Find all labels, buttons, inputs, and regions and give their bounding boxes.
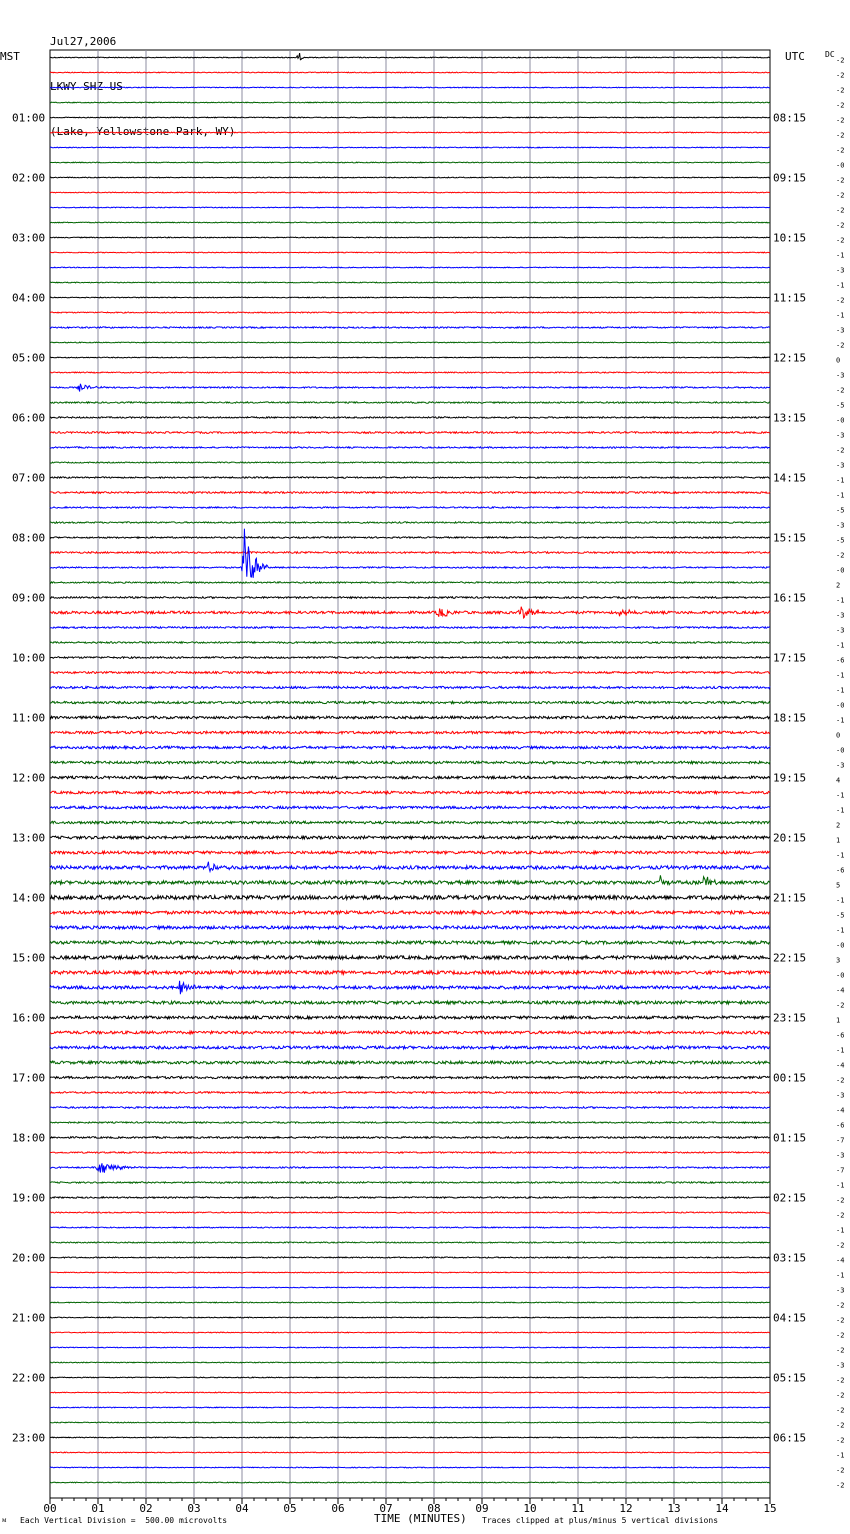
dc-offset-value: -0 <box>836 566 845 575</box>
dc-offset-value: -2 <box>836 131 845 140</box>
right-hour-label: 22:15 <box>773 951 807 965</box>
left-hour-label: 09:00 <box>12 591 46 605</box>
seismic-trace <box>50 357 770 358</box>
dc-offset-value: 3 <box>836 956 841 965</box>
dc-offset-value: -2 <box>836 101 845 110</box>
dc-offset-value: -3 <box>836 521 845 530</box>
seismic-trace <box>50 522 770 523</box>
dc-offset-value: -2 <box>836 1001 845 1010</box>
seismic-trace <box>50 147 770 148</box>
seismic-trace <box>50 282 770 283</box>
dc-offset-value: -2 <box>836 191 845 200</box>
left-hour-label: 12:00 <box>12 771 46 785</box>
right-hour-label: 06:15 <box>773 1431 807 1445</box>
dc-offset-value: -2 <box>836 116 845 125</box>
dc-offset-value: -1 <box>836 1271 845 1280</box>
x-tick-label: 08 <box>427 1502 441 1515</box>
x-tick-label: 12 <box>619 1502 633 1515</box>
dc-offset-value: -1 <box>836 791 845 800</box>
x-tick-label: 10 <box>523 1502 537 1515</box>
dc-offset-value: -2 <box>836 1481 845 1490</box>
seismic-trace <box>50 1242 770 1243</box>
left-hour-label: 11:00 <box>12 711 46 725</box>
seismic-trace <box>50 1482 770 1483</box>
dc-offset-value: -1 <box>836 896 845 905</box>
dc-offset-value: -2 <box>836 341 845 350</box>
dc-offset-value: -4 <box>836 1256 845 1265</box>
dc-offset-value: -7 <box>836 1136 845 1145</box>
dc-offset-value: -6 <box>836 656 845 665</box>
dc-offset-value: -2 <box>836 1331 845 1340</box>
right-hour-label: 21:15 <box>773 891 807 905</box>
dc-offset-value: -1 <box>836 596 845 605</box>
left-hour-label: 04:00 <box>12 291 46 305</box>
seismic-trace <box>50 252 770 253</box>
dc-offset-value: -3 <box>836 1361 845 1370</box>
dc-offset-value: -1 <box>836 251 845 260</box>
seismic-trace <box>50 237 770 238</box>
dc-offset-value: -2 <box>836 176 845 185</box>
seismic-trace <box>50 1061 770 1064</box>
seismic-trace <box>50 222 770 223</box>
left-hour-label: 19:00 <box>12 1191 46 1205</box>
dc-offset-value: 2 <box>836 581 841 590</box>
station-location: (Lake, Yellowstone Park, WY) <box>50 125 236 138</box>
right-hour-label: 16:15 <box>773 591 807 605</box>
seismic-trace <box>50 1122 770 1123</box>
dc-offset-value: -3 <box>836 326 845 335</box>
seismic-trace <box>50 132 770 133</box>
seismic-trace <box>50 701 770 703</box>
seismic-trace <box>50 1016 770 1019</box>
seismic-trace <box>50 327 770 328</box>
seismic-trace <box>50 1107 770 1109</box>
x-tick-label: 07 <box>379 1502 393 1515</box>
seismic-trace <box>50 791 770 794</box>
seismic-trace <box>50 417 770 418</box>
seismic-trace <box>50 926 770 929</box>
seismic-trace <box>50 297 770 298</box>
seismic-trace <box>50 492 770 494</box>
dc-offset-value: 1 <box>836 836 841 845</box>
dc-offset-value: -0 <box>836 971 845 980</box>
right-hour-label: 09:15 <box>773 171 807 185</box>
dc-offset-value: -2 <box>836 1301 845 1310</box>
dc-offset-value: -1 <box>836 926 845 935</box>
dc-offset-value: -2 <box>836 446 845 455</box>
x-tick-label: 11 <box>571 1502 585 1515</box>
seismic-trace <box>50 192 770 193</box>
dc-offset-value: -3 <box>836 1091 845 1100</box>
dc-offset-value: -1 <box>836 1046 845 1055</box>
dc-offset-value: -1 <box>836 476 845 485</box>
seismic-trace <box>50 342 770 343</box>
dc-offset-value: -4 <box>836 1061 845 1070</box>
right-hour-label: 10:15 <box>773 231 807 245</box>
dc-offset-value: 1 <box>836 1016 841 1025</box>
seismic-trace <box>50 1452 770 1453</box>
seismic-trace <box>50 1001 770 1004</box>
seismic-trace <box>50 911 770 914</box>
seismic-trace <box>50 1317 770 1318</box>
seismic-trace <box>50 537 770 538</box>
left-hour-label: 13:00 <box>12 831 46 845</box>
dc-offset-value: 0 <box>836 731 841 740</box>
dc-offset-value: -1 <box>836 851 845 860</box>
dc-offset-value: -2 <box>836 1076 845 1085</box>
seismic-trace <box>50 1163 770 1172</box>
dc-offset-value: -3 <box>836 611 845 620</box>
scale-marker-glyph: ᴍ <box>2 1516 7 1524</box>
seismic-trace <box>50 851 770 854</box>
x-tick-label: 04 <box>235 1502 249 1515</box>
dc-offset-value: -6 <box>836 1121 845 1130</box>
left-hour-label: 01:00 <box>12 111 46 125</box>
seismic-trace <box>50 384 770 392</box>
dc-offset-value: -3 <box>836 371 845 380</box>
dc-offset-value: -2 <box>836 236 845 245</box>
seismic-trace <box>50 72 770 73</box>
seismic-trace <box>50 1392 770 1393</box>
right-hour-label: 08:15 <box>773 111 807 125</box>
seismic-trace <box>50 1182 770 1183</box>
seismic-trace <box>50 1332 770 1333</box>
right-hour-label: 14:15 <box>773 471 807 485</box>
dc-offset-value: -1 <box>836 1451 845 1460</box>
dc-offset-value: 0 <box>836 356 841 365</box>
left-hour-label: 20:00 <box>12 1251 46 1265</box>
seismic-trace <box>50 1467 770 1468</box>
right-hour-label: 17:15 <box>773 651 807 665</box>
left-hour-label: 18:00 <box>12 1131 46 1145</box>
seismic-trace <box>50 1092 770 1094</box>
dc-offset-value: -1 <box>836 311 845 320</box>
seismic-trace <box>50 895 770 899</box>
right-timezone-label: UTC <box>785 50 805 63</box>
right-hour-label: 04:15 <box>773 1311 807 1325</box>
x-axis-title: TIME (MINUTES) <box>374 1512 467 1525</box>
dc-offset-value: -2 <box>836 296 845 305</box>
seismic-trace <box>50 1272 770 1273</box>
seismic-trace <box>50 862 770 872</box>
dc-offset-value: -2 <box>836 1421 845 1430</box>
clip-note: Traces clipped at plus/minus 5 vertical divisions <box>482 1516 719 1525</box>
seismic-trace <box>50 372 770 373</box>
dc-offset-value: -2 <box>836 1406 845 1415</box>
dc-offset-value: -4 <box>836 986 845 995</box>
seismic-trace <box>50 1437 770 1438</box>
seismic-trace <box>50 686 770 688</box>
dc-offset-value: -5 <box>836 401 845 410</box>
dc-offset-value: -0 <box>836 416 845 425</box>
dc-offset-value: -1 <box>836 491 845 500</box>
right-hour-label: 20:15 <box>773 831 807 845</box>
dc-offset-value: -2 <box>836 1241 845 1250</box>
seismic-trace <box>50 875 770 885</box>
left-hour-label: 16:00 <box>12 1011 46 1025</box>
seismic-trace <box>50 117 770 118</box>
x-tick-label: 02 <box>139 1502 153 1515</box>
dc-offset-value: -1 <box>836 1181 845 1190</box>
dc-offset-value: 4 <box>836 776 841 785</box>
left-timezone-label: MST <box>0 50 20 63</box>
seismic-trace <box>50 102 770 103</box>
left-hour-label: 05:00 <box>12 351 46 365</box>
seismic-trace <box>50 657 770 659</box>
seismic-trace <box>50 806 770 809</box>
right-hour-label: 01:15 <box>773 1131 807 1145</box>
seismic-trace <box>50 1137 770 1139</box>
dc-offset-value: -2 <box>836 1196 845 1205</box>
dc-offset-value: -2 <box>836 221 845 230</box>
seismic-trace <box>50 597 770 599</box>
seismic-trace <box>50 642 770 644</box>
left-hour-label: 06:00 <box>12 411 46 425</box>
dc-offset-value: -5 <box>836 536 845 545</box>
right-hour-label: 23:15 <box>773 1011 807 1025</box>
dc-offset-value: -3 <box>836 626 845 635</box>
seismic-trace <box>50 821 770 824</box>
seismic-trace <box>50 716 770 719</box>
seismic-trace <box>50 1362 770 1363</box>
x-tick-label: 09 <box>475 1502 489 1515</box>
right-hour-label: 11:15 <box>773 291 807 305</box>
dc-offset-header: DC <box>825 50 835 59</box>
x-tick-label: 05 <box>283 1502 297 1515</box>
right-hour-label: 02:15 <box>773 1191 807 1205</box>
dc-offset-value: -1 <box>836 1226 845 1235</box>
seismic-trace <box>50 1076 770 1078</box>
left-hour-label: 15:00 <box>12 951 46 965</box>
seismic-trace <box>50 956 770 959</box>
dc-offset-value: -2 <box>836 56 845 65</box>
dc-offset-value: -0 <box>836 161 845 170</box>
dc-offset-value: -2 <box>836 1316 845 1325</box>
seismic-trace <box>50 177 770 178</box>
dc-offset-value: -6 <box>836 1031 845 1040</box>
dc-offset-value: -6 <box>836 866 845 875</box>
seismic-trace <box>50 267 770 268</box>
seismic-trace <box>50 432 770 434</box>
dc-offset-value: -7 <box>836 1166 845 1175</box>
dc-offset-value: -2 <box>836 1436 845 1445</box>
x-tick-label: 06 <box>331 1502 345 1515</box>
dc-offset-value: 2 <box>836 821 841 830</box>
seismic-trace <box>50 477 770 478</box>
seismic-trace <box>50 836 770 839</box>
dc-offset-value: -2 <box>836 71 845 80</box>
seismic-trace <box>50 582 770 583</box>
plot-date: Jul27,2006 <box>50 35 117 48</box>
x-tick-label: 03 <box>187 1502 201 1515</box>
dc-offset-value: -2 <box>836 1346 845 1355</box>
dc-offset-value: -1 <box>836 686 845 695</box>
dc-offset-value: -0 <box>836 941 845 950</box>
seismic-trace <box>50 731 770 734</box>
dc-offset-value: -2 <box>836 551 845 560</box>
left-hour-label: 07:00 <box>12 471 46 485</box>
seismic-trace <box>50 207 770 208</box>
seismic-trace <box>50 761 770 764</box>
seismic-trace <box>50 1046 770 1049</box>
seismic-trace <box>50 162 770 163</box>
dc-offset-value: -2 <box>836 1211 845 1220</box>
left-hour-label: 22:00 <box>12 1371 46 1385</box>
dc-offset-value: -0 <box>836 701 845 710</box>
seismic-trace <box>50 1377 770 1378</box>
seismic-trace <box>50 507 770 508</box>
seismic-trace <box>50 1407 770 1408</box>
dc-offset-value: -4 <box>836 1106 845 1115</box>
dc-offset-value: -2 <box>836 1466 845 1475</box>
dc-offset-value: -3 <box>836 461 845 470</box>
left-hour-label: 08:00 <box>12 531 46 545</box>
dc-offset-value: -3 <box>836 761 845 770</box>
left-hour-label: 03:00 <box>12 231 46 245</box>
seismic-trace <box>50 1152 770 1153</box>
seismic-trace <box>50 53 770 60</box>
seismic-trace <box>50 1257 770 1258</box>
x-tick-label: 14 <box>715 1502 729 1515</box>
seismic-trace <box>50 402 770 403</box>
right-hour-label: 12:15 <box>773 351 807 365</box>
seismic-trace <box>50 1212 770 1213</box>
right-hour-label: 18:15 <box>773 711 807 725</box>
right-hour-label: 15:15 <box>773 531 807 545</box>
seismic-trace <box>50 1422 770 1423</box>
left-hour-label: 17:00 <box>12 1071 46 1085</box>
dc-offset-value: -2 <box>836 386 845 395</box>
right-hour-label: 13:15 <box>773 411 807 425</box>
seismic-trace <box>50 462 770 463</box>
seismic-trace <box>50 981 770 994</box>
seismic-trace <box>50 1031 770 1034</box>
seismic-trace <box>50 672 770 674</box>
dc-offset-value: -2 <box>836 146 845 155</box>
x-tick-label: 00 <box>43 1502 57 1515</box>
dc-offset-value: -5 <box>836 506 845 515</box>
seismic-trace <box>50 776 770 779</box>
seismic-trace <box>50 447 770 448</box>
dc-offset-value: -1 <box>836 641 845 650</box>
left-hour-label: 21:00 <box>12 1311 46 1325</box>
dc-offset-value: -2 <box>836 86 845 95</box>
x-tick-label: 13 <box>667 1502 681 1515</box>
dc-offset-value: -2 <box>836 1376 845 1385</box>
dc-offset-value: -0 <box>836 746 845 755</box>
seismic-trace <box>50 941 770 944</box>
dc-offset-value: -3 <box>836 431 845 440</box>
x-tick-label: 15 <box>763 1502 777 1515</box>
station-code: LKWY SHZ US <box>50 80 123 93</box>
seismic-trace <box>50 746 770 749</box>
left-hour-label: 02:00 <box>12 171 46 185</box>
dc-offset-value: 5 <box>836 881 841 890</box>
seismic-trace <box>50 607 770 618</box>
dc-offset-value: -2 <box>836 206 845 215</box>
dc-offset-value: -2 <box>836 1391 845 1400</box>
seismic-trace <box>50 552 770 554</box>
right-hour-label: 19:15 <box>773 771 807 785</box>
dc-offset-value: -1 <box>836 806 845 815</box>
seismic-trace <box>50 1302 770 1303</box>
left-hour-label: 23:00 <box>12 1431 46 1445</box>
dc-offset-value: -3 <box>836 266 845 275</box>
seismic-trace <box>50 1287 770 1288</box>
dc-offset-value: -3 <box>836 1151 845 1160</box>
seismic-trace <box>50 87 770 88</box>
dc-offset-value: -1 <box>836 671 845 680</box>
right-hour-label: 03:15 <box>773 1251 807 1265</box>
seismic-trace <box>50 627 770 629</box>
seismic-trace <box>50 1227 770 1228</box>
scale-note: Each Vertical Division = 500.00 microvolts <box>20 1516 228 1525</box>
left-hour-label: 14:00 <box>12 891 46 905</box>
seismic-trace <box>50 312 770 313</box>
dc-offset-value: -1 <box>836 281 845 290</box>
dc-offset-value: -3 <box>836 1286 845 1295</box>
seismic-trace <box>50 971 770 974</box>
seismic-trace <box>50 1347 770 1348</box>
right-hour-label: 00:15 <box>773 1071 807 1085</box>
right-hour-label: 05:15 <box>773 1371 807 1385</box>
dc-offset-value: -1 <box>836 716 845 725</box>
seismic-trace <box>50 1197 770 1198</box>
dc-offset-value: -5 <box>836 911 845 920</box>
x-tick-label: 01 <box>91 1502 105 1515</box>
left-hour-label: 10:00 <box>12 651 46 665</box>
